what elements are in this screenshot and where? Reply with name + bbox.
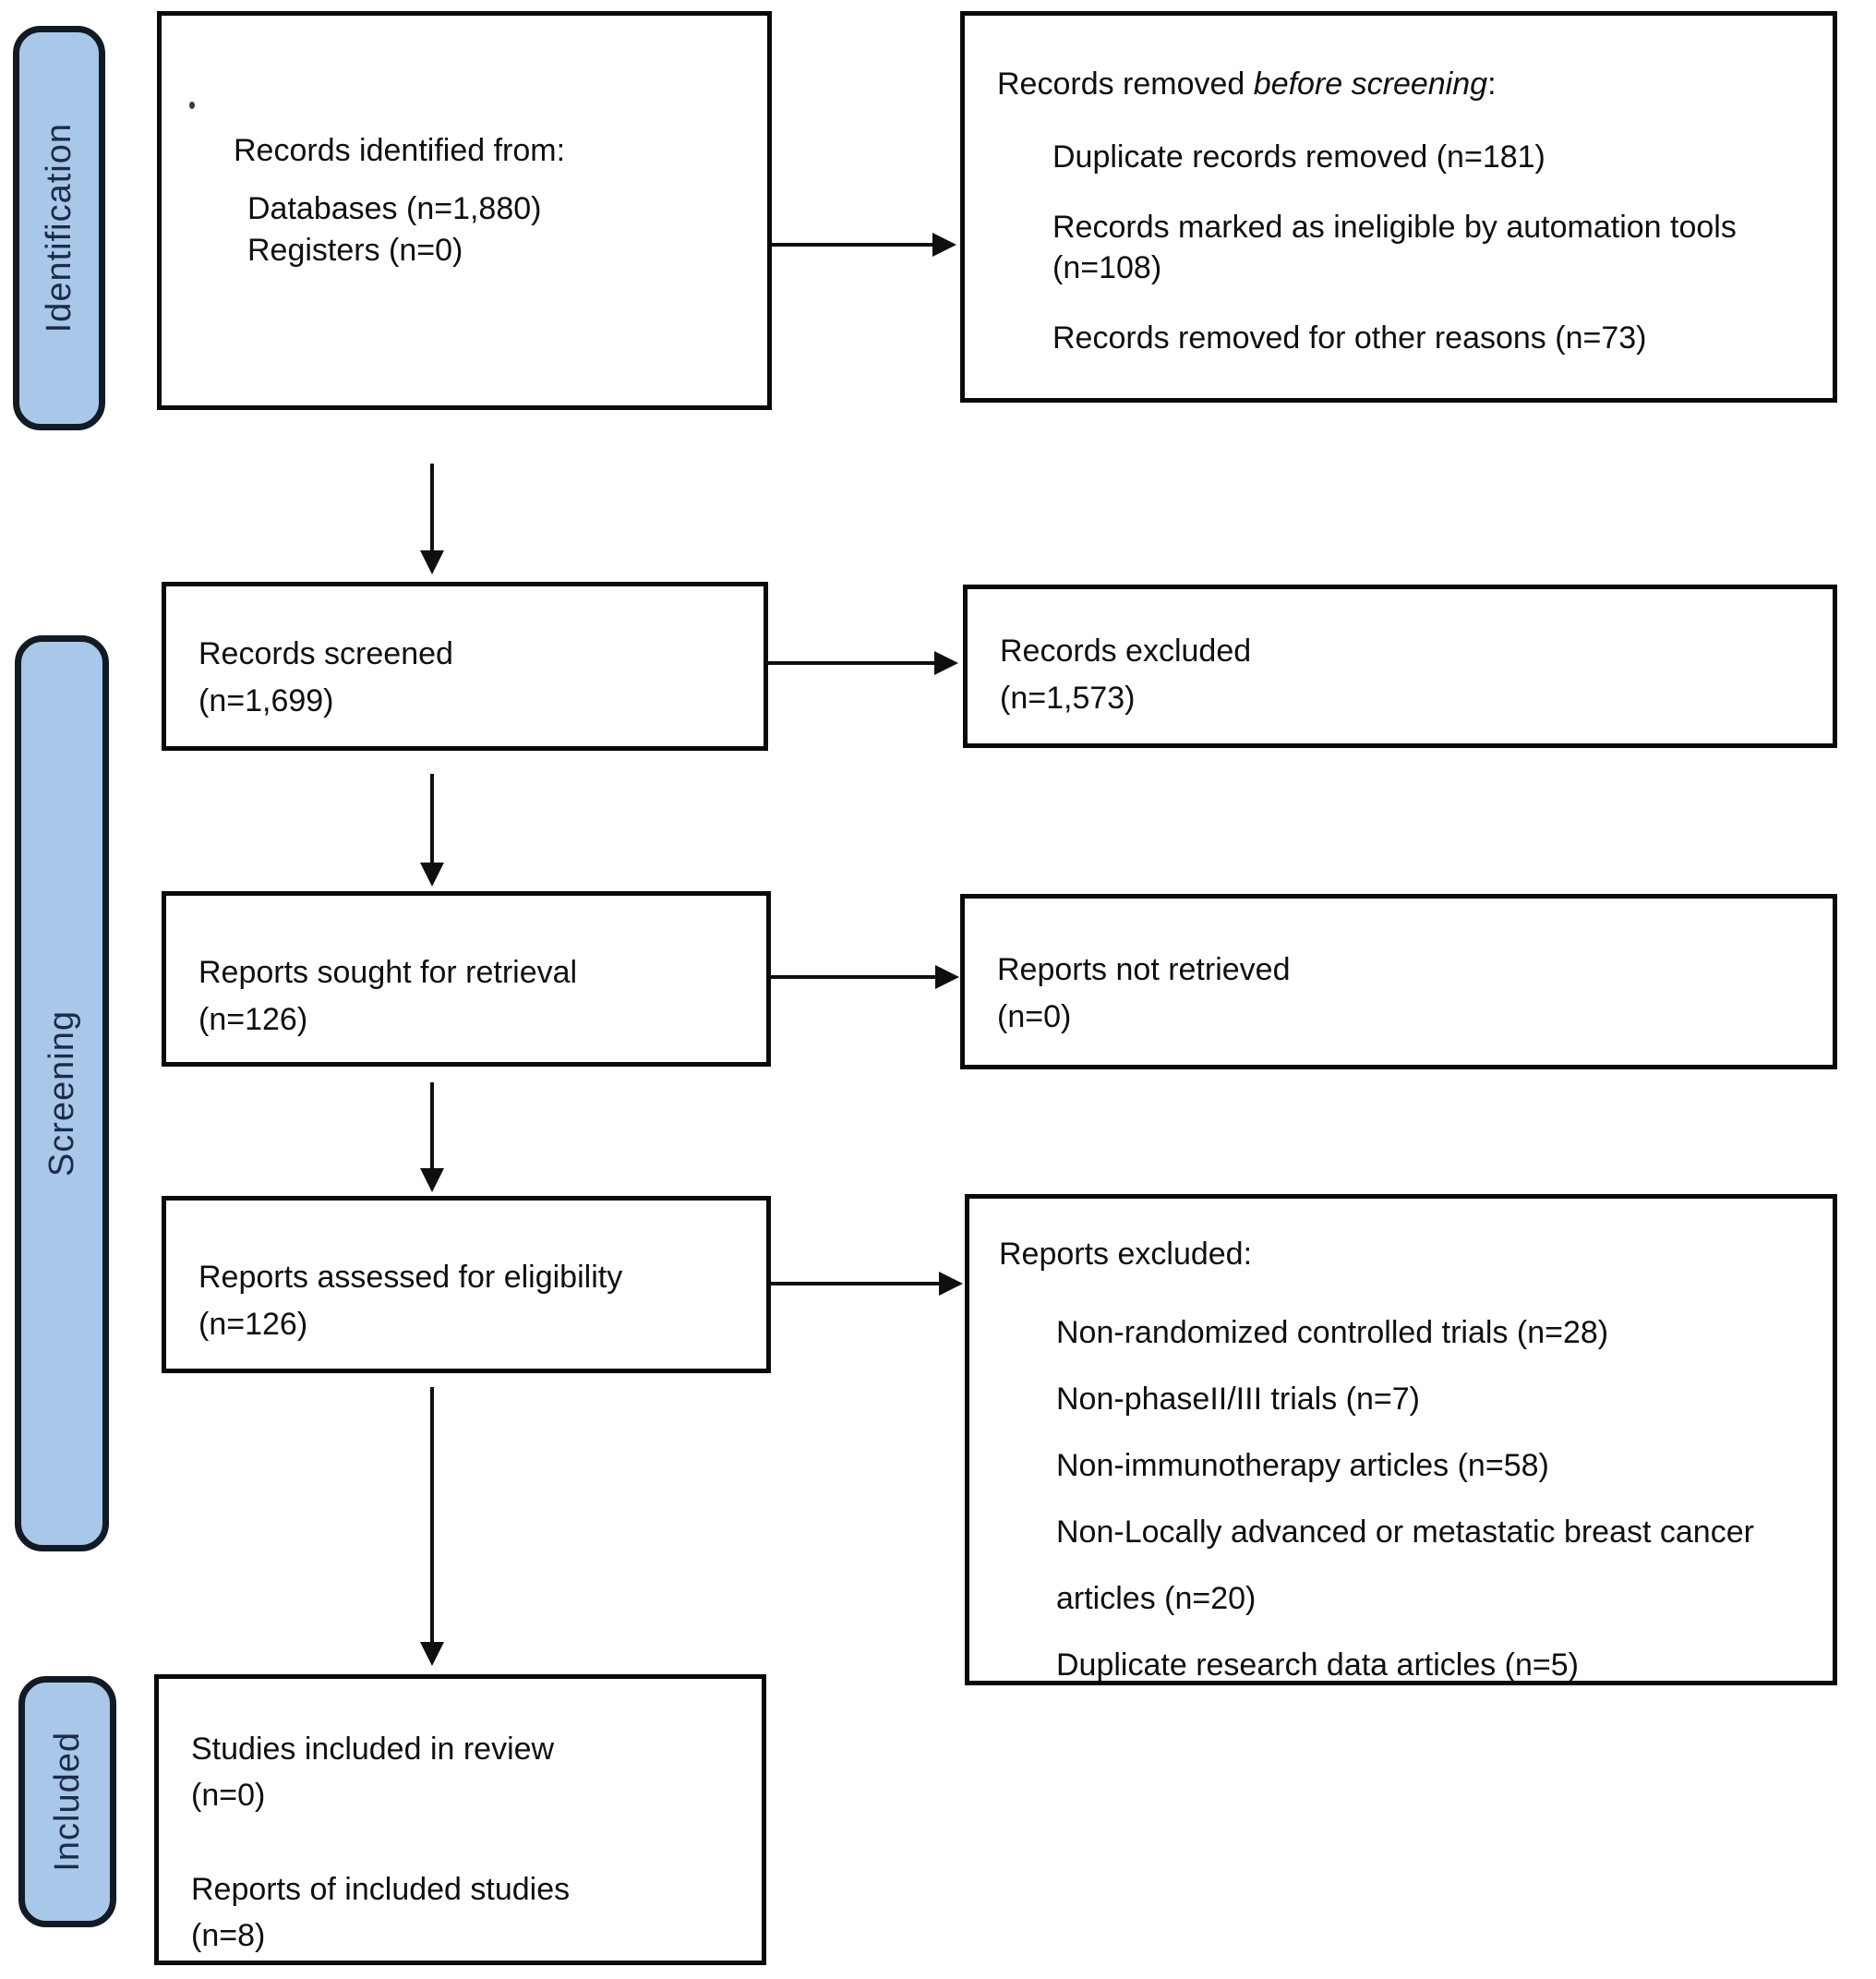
- excluded-item-duplicate-research: Duplicate research data articles (n=5): [1056, 1647, 1579, 1683]
- box-records-excluded: [963, 585, 1837, 748]
- reports-sought-label: Reports sought for retrieval: [198, 955, 578, 990]
- removed-item-other-reasons: Records removed for other reasons (n=73): [1052, 320, 1647, 356]
- box-records-screened: [162, 582, 768, 751]
- studies-included-label: Studies included in review: [191, 1732, 555, 1767]
- box-records-removed-before-screening: [960, 11, 1837, 403]
- records-screened-count: (n=1,699): [198, 683, 334, 718]
- reports-not-retrieved-count: (n=0): [997, 999, 1072, 1034]
- reports-not-retrieved-label: Reports not retrieved: [997, 952, 1291, 987]
- box-studies-included: [154, 1674, 766, 1965]
- records-removed-title: [997, 64, 1796, 105]
- excluded-item-non-phase: Non-phaseII/III trials (n=7): [1056, 1381, 1421, 1417]
- reports-included-label: Reports of included studies: [191, 1871, 571, 1907]
- stage-label-screening: Screening: [42, 1009, 81, 1177]
- reports-excluded-title: Reports excluded:: [999, 1237, 1253, 1272]
- excluded-item-non-immunotherapy: Non-immunotherapy articles (n=58): [1056, 1448, 1549, 1484]
- arrow-screened-to-sought: [430, 774, 434, 864]
- arrow-sought-to-assessed: [430, 1082, 434, 1170]
- arrow-sought-to-not-retrieved: [771, 975, 937, 979]
- reports-included-count: (n=8): [191, 1917, 266, 1953]
- box-reports-assessed: [162, 1196, 771, 1373]
- removed-item-duplicates: Duplicate records removed (n=181): [1052, 139, 1545, 175]
- reports-excluded-list: [1056, 1299, 1805, 1698]
- records-screened-label: Records screened: [198, 636, 453, 671]
- box-reports-sought: [162, 891, 771, 1067]
- arrow-identified-to-removed: [772, 243, 934, 247]
- stage-bar-included: [18, 1676, 116, 1927]
- reports-sought-count: (n=126): [198, 1002, 308, 1037]
- arrow-assessed-to-reports-excluded: [771, 1282, 941, 1285]
- records-removed-title-italic: before screening: [1253, 66, 1488, 102]
- stage-bar-screening: [15, 635, 109, 1551]
- records-excluded-label: Records excluded: [1000, 634, 1252, 669]
- records-identified-databases: Databases (n=1,880): [247, 190, 542, 226]
- arrow-screened-to-excluded: [766, 661, 936, 665]
- arrow-assessed-to-included: [430, 1387, 434, 1644]
- scan-artifact-dot: [189, 102, 195, 109]
- records-removed-title-prefix: Records removed: [997, 66, 1254, 102]
- studies-included-count: (n=0): [191, 1777, 266, 1813]
- reports-assessed-count: (n=126): [198, 1307, 308, 1342]
- stage-label-included: Included: [47, 1732, 87, 1872]
- excluded-item-non-locally-advanced: Non-Locally advanced or metastatic breast cancer articles (n=20): [1056, 1514, 1754, 1617]
- arrow-identified-to-screened: [430, 464, 434, 552]
- stage-bar-identification: [13, 26, 105, 430]
- records-removed-title-suffix: :: [1487, 66, 1497, 102]
- records-excluded-count: (n=1,573): [1000, 681, 1136, 716]
- records-identified-registers: Registers (n=0): [247, 232, 463, 268]
- records-identified-title: Records identified from:: [234, 133, 566, 168]
- box-reports-excluded: [965, 1194, 1837, 1685]
- reports-assessed-label: Reports assessed for eligibility: [198, 1260, 623, 1295]
- box-reports-not-retrieved: [960, 894, 1837, 1069]
- stage-label-identification: Identification: [39, 123, 78, 333]
- excluded-item-non-randomized: Non-randomized controlled trials (n=28): [1056, 1314, 1609, 1350]
- removed-item-automation: Records marked as ineligible by automation tools (n=108): [1052, 210, 1737, 286]
- box-records-identified: [157, 11, 772, 410]
